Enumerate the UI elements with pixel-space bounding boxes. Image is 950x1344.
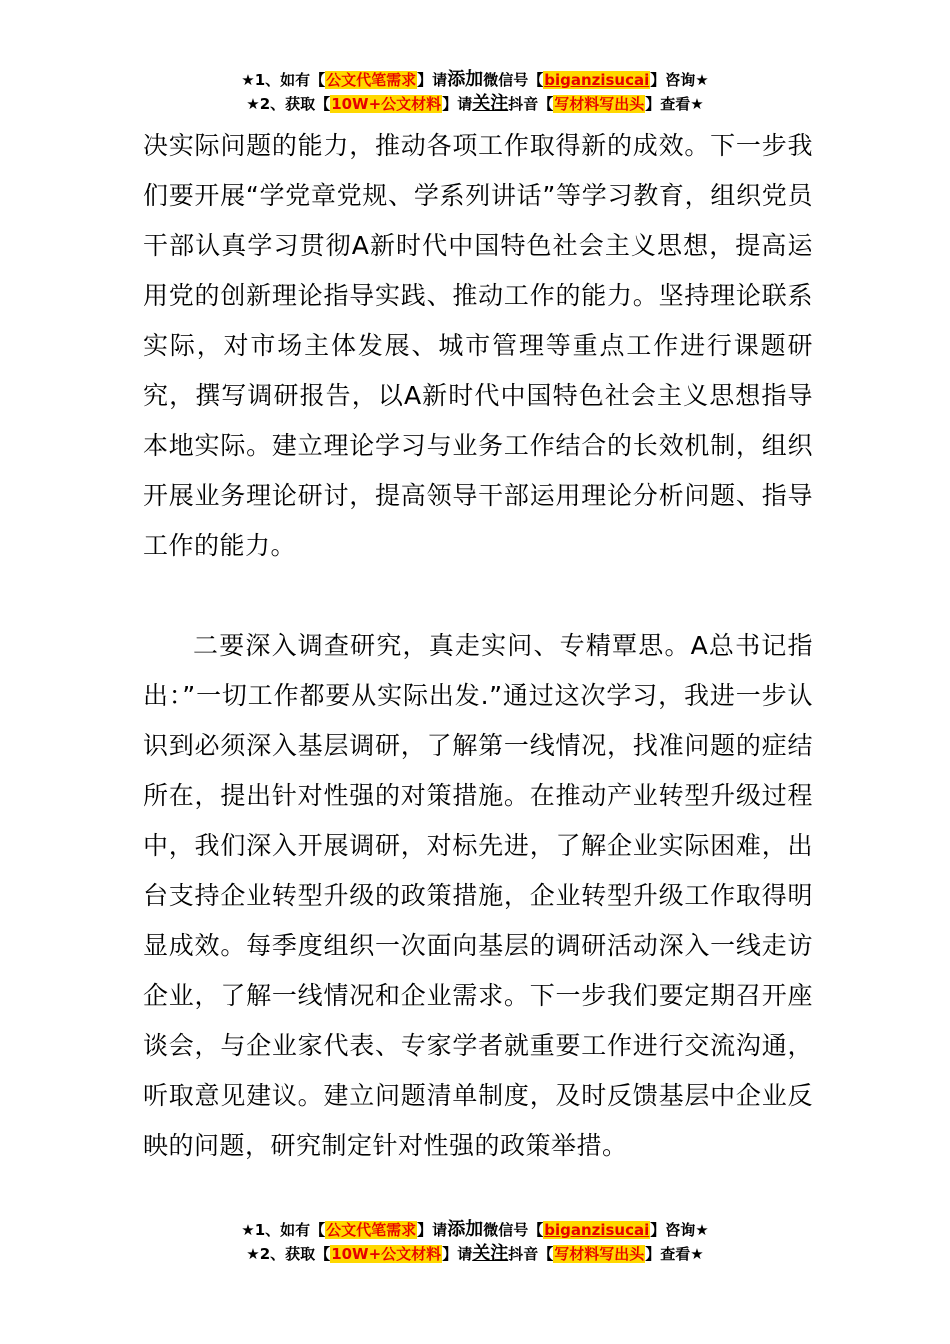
banner-text: 抖音【 [508,1245,554,1263]
banner-text: 】咨询★ [650,1221,709,1239]
banner-text: ★1、如有【 [241,71,326,89]
douyin-account-highlight: 写材料写出头 [554,95,645,113]
banner-text: 微信号【 [483,71,544,89]
paragraph-investigation: 二要深入调查研究，真走实问、专精覃思。A总书记指出：”一切工作都要从实际出发.”通过这次学习，我进一步认识到必须深入基层调研，了解第一线情况，找准问题的症结所在，提出针对性强的对策措施。在推动产业转型升级过程中，我们深入开展调研，对标先进，了解企业实际困难，出台支持企业转型升级的政策措施，企业转型升级工作取得明显成效。每季度组织一次面向基层的调研活动深入一线走访企业，了解一线情况和企业需求。下一步我们要定期召开座谈会，与企业家代表、专家学者就重要工作进行交流沟通，听取意见建议。建立问题清单制度，及时反馈基层中企业反映的问题，研究制定针对性强的政策举措。 [143,631,813,1160]
banner-text: 】查看★ [645,95,704,113]
banner-text: 】请 [417,71,448,89]
banner-line-2 [0,92,950,116]
banner-text: 】请 [442,1245,473,1263]
banner-text: ★2、获取【 [246,1245,331,1263]
douyin-account-highlight: 写材料写出头 [554,1245,645,1263]
ghostwriting-highlight: 公文代笔需求 [326,71,417,89]
add-emphasis: 添加 [447,69,484,90]
materials-highlight: 10W+公文材料 [331,95,442,113]
banner-text: 】请 [417,1221,448,1239]
banner-text: 】请 [442,95,473,113]
ghostwriting-highlight: 公文代笔需求 [326,1221,417,1239]
follow-emphasis: 关注 [472,1243,509,1264]
banner-text: ★1、如有【 [241,1221,326,1239]
banner-line-2 [0,1242,950,1266]
banner-text: ★2、获取【 [246,95,331,113]
wechat-id-link[interactable]: biganzisucai [544,1221,650,1239]
follow-emphasis: 关注 [472,93,509,114]
add-emphasis: 添加 [447,1219,484,1240]
banner-text: 抖音【 [508,95,554,113]
materials-highlight: 10W+公文材料 [331,1245,442,1263]
paragraph-gap [143,571,813,621]
paragraph-continuation: 决实际问题的能力，推动各项工作取得新的成效。下一步我们要开展“学党章党规、学系列讲话”等学习教育，组织党员干部认真学习贯彻A新时代中国特色社会主义思想，提高运用党的创新理论指导实践、推动工作的能力。坚持理论联系实际，对市场主体发展、城市管理等重点工作进行课题研究，撰写调研报告，以A新时代中国特色社会主义思想指导本地实际。建立理论学习与业务工作结合的长效机制，组织开展业务理论研讨，提高领导干部运用理论分析问题、指导工作的能力。 [143,131,813,560]
banner-line-1 [0,68,950,92]
header-banner [0,68,950,116]
wechat-id-link[interactable]: biganzisucai [544,71,650,89]
document-body [143,121,813,1171]
banner-line-1 [0,1218,950,1242]
footer-banner [0,1218,950,1266]
banner-text: 微信号【 [483,1221,544,1239]
banner-text: 】咨询★ [650,71,709,89]
banner-text: 】查看★ [645,1245,704,1263]
